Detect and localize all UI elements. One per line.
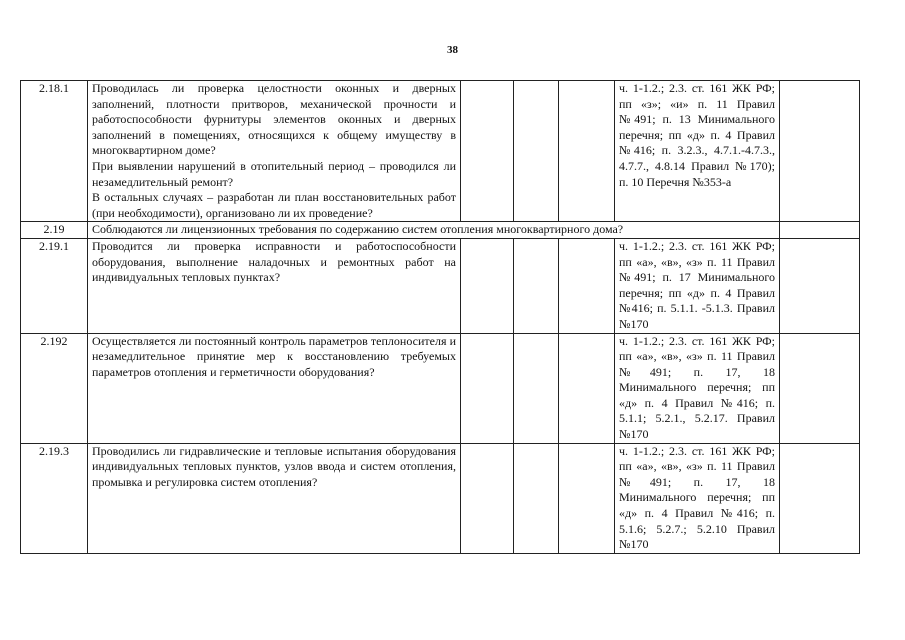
question-cell <box>88 238 461 333</box>
question-cell <box>88 333 461 443</box>
item-number: 2.192 <box>21 333 88 443</box>
answer-yes-cell <box>461 238 514 333</box>
notes-cell <box>780 443 860 553</box>
notes-cell <box>780 238 860 333</box>
answer-no-cell <box>514 443 559 553</box>
notes-cell <box>780 81 860 222</box>
question-cell <box>88 81 461 222</box>
notes-cell <box>780 222 860 239</box>
answer-yes-cell <box>461 443 514 553</box>
section-title: Соблюдаются ли лицензионных требования по содержанию систем отопления многоквартирного дома? <box>88 222 780 239</box>
answer-no-cell <box>514 238 559 333</box>
table-row <box>21 238 860 333</box>
legal-reference: ч. 1-1.2.; 2.3. ст. 161 ЖК РФ; пп «з»; «и» п. 11 Правил №491; п. 13 Минимального перечня; пп «д» п. 4 Правил №416; п. 3.2.3., 4.7.1.-4.7.3., 4.7.7., 4.8.14 Правил №170); п. 10 Перечня №353-а <box>615 81 780 222</box>
answer-na-cell <box>559 81 615 222</box>
legal-reference: ч. 1-1.2.; 2.3. ст. 161 ЖК РФ; пп «а», «в», «з» п. 11 Правил №491; п. 17 Минимального перечня; пп «д» п. 4 Правил №416; п. 5.1.1. -5.1.3. Правил №170 <box>615 238 780 333</box>
section-number: 2.19 <box>21 222 88 239</box>
answer-na-cell <box>559 333 615 443</box>
answer-yes-cell <box>461 333 514 443</box>
item-number: 2.18.1 <box>21 81 88 222</box>
answer-no-cell <box>514 81 559 222</box>
page-number: 38 <box>447 44 458 56</box>
table-row <box>21 333 860 443</box>
question-text: Проводится ли проверка исправности и работоспособности оборудования, выполнение наладочных и ремонтных работ на индивидуальных тепловых пунктах? <box>92 238 456 285</box>
question-text: Проводились ли гидравлические и тепловые испытания оборудования индивидуальных тепловых пунктов, узлов ввода и систем отопления, промывка и регулировка систем отопления? <box>92 443 456 489</box>
question-text: Осуществляется ли постоянный контроль параметров теплоносителя и незамедлительное принятие мер к восстановлению требуемых параметров отопления и герметичности оборудования? <box>92 333 456 379</box>
item-number: 2.19.1 <box>21 238 88 333</box>
question-cell <box>88 443 461 553</box>
table-row <box>21 443 860 553</box>
legal-reference: ч. 1-1.2.; 2.3. ст. 161 ЖК РФ; пп «а», «в», «з» п. 11 Правил №491; п. 17, 18 Минимального перечня; пп «д» п. 4 Правил №416; п. 5.1.6; 5.2.7.; 5.2.10 Правил №170 <box>615 443 780 553</box>
answer-na-cell <box>559 443 615 553</box>
notes-cell <box>780 333 860 443</box>
checklist-table <box>20 80 860 554</box>
item-number: 2.19.3 <box>21 443 88 553</box>
table-row <box>21 81 860 222</box>
question-text: В остальных случаях – разработан ли план восстановительных работ (при необходимости), организовано ли их проведение? <box>92 190 456 220</box>
answer-na-cell <box>559 238 615 333</box>
table-body <box>21 81 860 554</box>
question-text: При выявлении нарушений в отопительный период – проводился ли незамедлительный ремонт? <box>92 158 456 189</box>
legal-reference: ч. 1-1.2.; 2.3. ст. 161 ЖК РФ; пп «а», «в», «з» п. 11 Правил №491; п. 17, 18 Минимального перечня; пп «д» п. 4 Правил №416; п. 5.1.1; 5.2.1., 5.2.17. Правил №170 <box>615 333 780 443</box>
answer-yes-cell <box>461 81 514 222</box>
section-row <box>21 222 860 239</box>
answer-no-cell <box>514 333 559 443</box>
question-text: Проводилась ли проверка целостности оконных и дверных заполнений, плотности притворов, механической прочности и работоспособности фурнитуры элементов оконных и дверных заполнений в помещениях, относящихся к общему имуществу в многоквартирном доме? <box>92 81 456 158</box>
